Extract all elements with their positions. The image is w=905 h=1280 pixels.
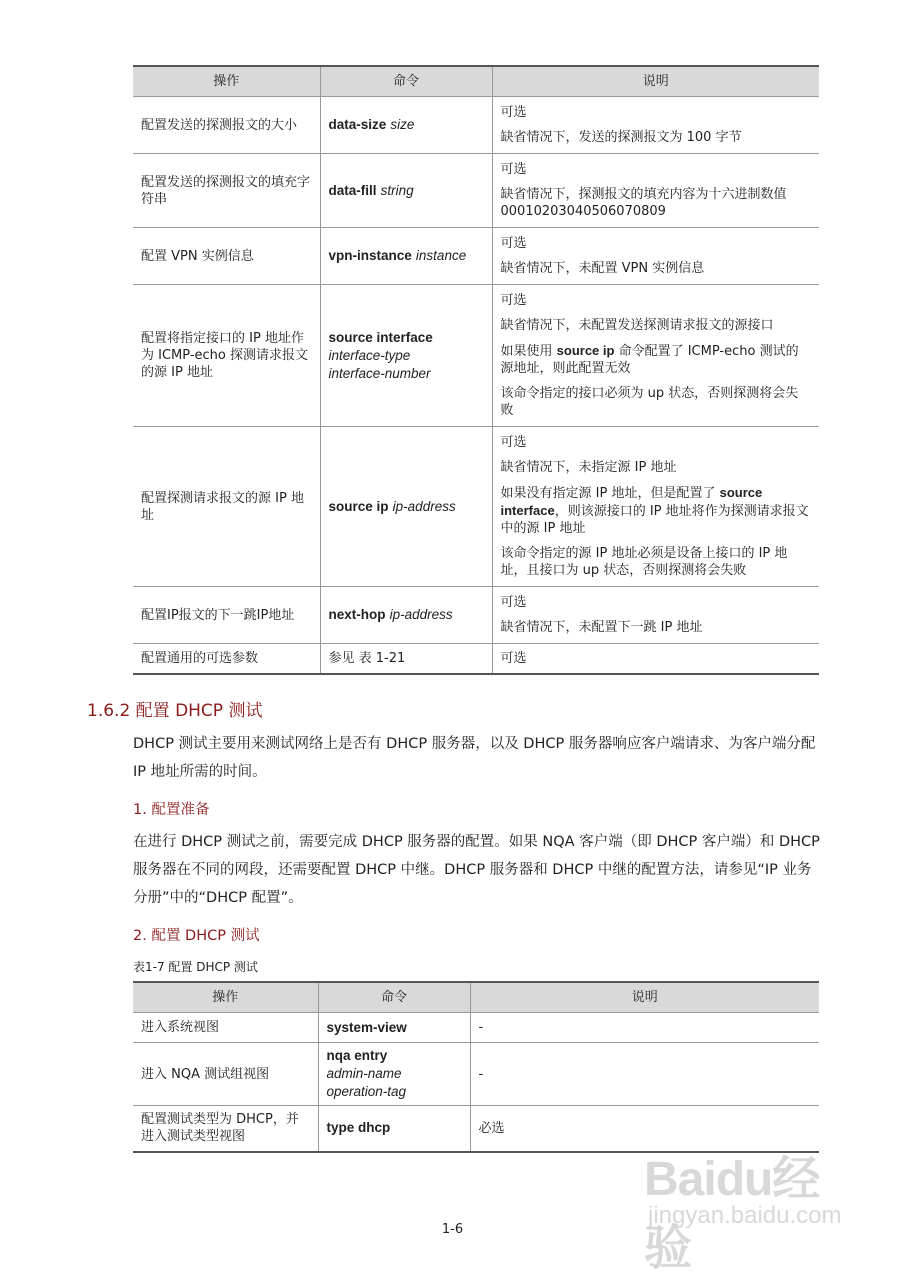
command-keyword: data-fill [328,182,377,198]
desc-line: 可选 [500,105,527,120]
row-command [320,97,492,154]
table-row [133,1043,819,1106]
command-arg: operation-tag [326,1084,407,1099]
table-row [133,1013,819,1043]
row-description [492,427,819,587]
section-heading: 1.6.2 配置 DHCP 测试 [87,701,263,721]
row-operation: 配置IP报文的下一跳IP地址 [133,587,320,644]
table-row [133,285,819,427]
desc-command: source ip [556,343,615,358]
row-description [492,97,819,154]
command-arg: string [380,182,414,198]
command-keyword: vpn-instance [328,248,412,263]
row-command: 参见 表 1-21 [320,644,492,674]
row-command [318,1106,470,1152]
row-description [492,587,819,644]
intro-paragraph: DHCP 测试主要用来测试网络上是否有 DHCP 服务器，以及 DHCP 服务器响应客户端请求、为客户端分配 IP 地址所需的时间。 [133,736,816,780]
desc-line: 该命令指定的源 IP 地址必须是设备上接口的 IP 地址，且接口为 up 状态，否则探测将会失败 [500,546,788,578]
row-operation: 配置测试类型为 DHCP，并进入测试类型视图 [133,1106,318,1152]
table-row [133,97,819,154]
row-command [318,1043,470,1106]
desc-command: interface [500,503,555,518]
desc-line: 缺省情况下，发送的探测报文为 100 字节 [500,130,742,145]
desc-line: 缺省情况下，未指定源 IP 地址 [500,460,677,475]
row-description [492,285,819,427]
row-command [320,228,492,285]
desc-text: ，则该源接口的 IP 地址将作为探测请求报文中的源 IP 地址 [500,504,809,536]
desc-line [501,479,812,540]
desc-command: source [719,485,763,500]
subheading-config: 2. 配置 DHCP 测试 [133,928,260,944]
row-description: - [470,1043,819,1106]
desc-line: 缺省情况下，探测报文的填充内容为十六进制数值 00010203040506070809 [500,187,787,219]
table-row [133,644,819,674]
header-operation: 操作 [133,982,318,1013]
table-row [133,427,819,587]
command-keyword: next-hop [328,607,386,622]
header-description: 说明 [492,66,819,97]
row-description: 可选 [492,644,819,674]
desc-line: 该命令指定的接口必须为 up 状态，否则探测将会失败 [500,386,799,418]
row-operation: 进入 NQA 测试组视图 [133,1043,318,1106]
watermark-url: jingyan.baidu.com [648,1202,842,1229]
table-header-row [133,982,819,1013]
desc-text: 命令配置了 ICMP-echo 测试的源地址，则此配置无效 [500,344,799,376]
row-operation: 配置将指定接口的 IP 地址作为 ICMP-echo 探测请求报文的源 IP 地址 [133,285,320,427]
header-description: 说明 [470,982,819,1013]
row-command [320,427,492,587]
desc-line: 可选 [500,435,527,450]
desc-line [501,337,812,380]
table-row [133,228,819,285]
header-command: 命令 [318,982,470,1013]
row-description: - [470,1013,819,1043]
row-operation: 配置发送的探测报文的填充字符串 [133,154,320,228]
command-arg: instance [415,248,467,263]
command-arg: ip-address [392,498,456,514]
command-arg: interface-type [328,347,411,363]
table-caption: 表1-7 配置 DHCP 测试 [133,960,258,974]
command-keyword: source interface [328,329,433,345]
row-command [320,285,492,427]
desc-line: 可选 [500,162,527,177]
desc-text: 如果使用 [500,344,553,359]
row-operation: 配置探测请求报文的源 IP 地址 [133,427,320,587]
table-header-row [133,66,819,97]
table-row [133,154,819,228]
row-command [318,1013,470,1043]
command-keyword: data-size [328,117,387,132]
desc-line: 可选 [500,595,527,610]
row-operation: 进入系统视图 [133,1013,318,1043]
row-command [320,154,492,228]
row-operation: 配置通用的可选参数 [133,644,320,674]
desc-line: 缺省情况下，未配置 VPN 实例信息 [500,261,705,276]
row-description [492,154,819,228]
header-operation: 操作 [133,66,320,97]
desc-line: 可选 [500,236,527,251]
dhcp-config-table [133,981,819,1153]
command-keyword: system-view [326,1019,407,1035]
command-keyword: source ip [328,498,389,514]
command-arg: admin-name [326,1066,402,1081]
desc-line: 缺省情况下，未配置发送探测请求报文的源接口 [500,318,774,333]
subheading-prep: 1. 配置准备 [133,802,210,818]
row-operation: 配置发送的探测报文的大小 [133,97,320,154]
row-command [320,587,492,644]
header-command: 命令 [320,66,492,97]
page-number: 1-6 [441,1222,464,1237]
row-operation: 配置 VPN 实例信息 [133,228,320,285]
command-keyword: nqa entry [326,1048,388,1063]
desc-text: 如果没有指定源 IP 地址，但是配置了 [500,486,716,501]
command-keyword: type dhcp [326,1120,391,1136]
prep-paragraph: 在进行 DHCP 测试之前，需要完成 DHCP 服务器的配置。如果 NQA 客户端（即 DHCP 客户端）和 DHCP 服务器在不同的网段，还需要配置 DHCP 中继。DHCP 服务器和 DHCP 中继的配置方法，请参见“IP 业务分册”中的“DHCP 配置”。 [133,834,820,906]
desc-line: 缺省情况下，未配置下一跳 IP 地址 [500,620,703,635]
row-description: 必选 [470,1106,819,1152]
desc-line: 可选 [500,293,527,308]
parameter-table [133,65,819,675]
table-row [133,587,819,644]
watermark-logo: Baidu经验 [644,1153,820,1275]
command-arg: ip-address [389,607,453,622]
row-description [492,228,819,285]
command-arg: interface-number [328,365,431,381]
command-arg: size [390,117,415,132]
